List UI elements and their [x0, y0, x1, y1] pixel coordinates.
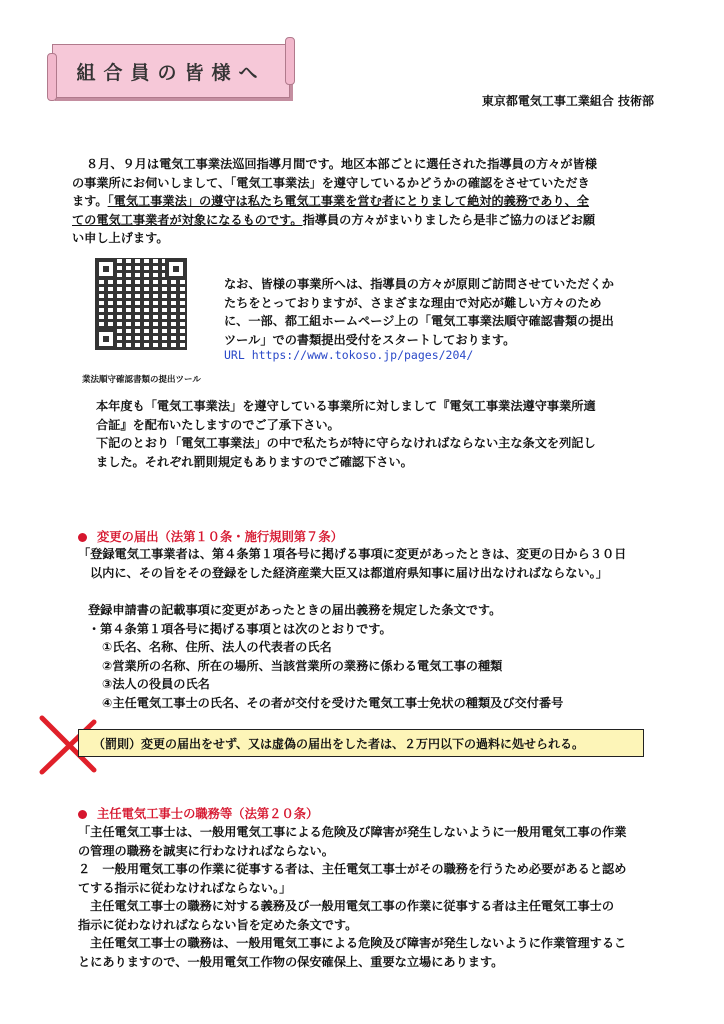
- penalty-text: （罰則）変更の届出をせず、又は虚偽の届出をした者は、２万円以下の過料に処せられる。: [93, 736, 585, 751]
- qr-code-icon[interactable]: [95, 258, 187, 350]
- tool-line: なお、皆様の事業所へは、指導員の方々が原則ご訪問させていただくか: [224, 277, 614, 291]
- tool-line: ツール」での書類提出受付をスタートしております。: [224, 332, 516, 347]
- url-link[interactable]: URL https://www.tokoso.jp/pages/204/: [224, 348, 474, 362]
- body-line: 指示に従わなければならない旨を定めた条文です。: [78, 917, 358, 932]
- list-item: ④主任電気工事士の氏名、その者が交付を受けた電気工事士免状の種類及び交付番号: [102, 695, 564, 710]
- section-heading: [78, 804, 318, 822]
- quote-line: 以内に、その旨をその登録をした経済産業大臣又は都道府県知事に届け出なければならない。」: [90, 565, 608, 580]
- section-heading-text: 変更の届出（法第１０条・施行規則第７条）: [97, 530, 343, 544]
- article-quote: [78, 545, 678, 582]
- intro-paragraph: [72, 155, 672, 248]
- intro-line: の事業所にお伺いしまして、「電気工事業法」を遵守しているかどうかの確認をさせていただき: [72, 175, 590, 190]
- article-explanation: [88, 601, 678, 712]
- body-line: 「主任電気工事士は、一般用電気工事による危険及び障害が発生しないように一般用電気工事の作業: [78, 825, 627, 839]
- intro-line: い申し上げます。: [72, 231, 169, 245]
- tool-line: に、一部、都工組ホームページ上の「電気工事業法順守確認書類の提出: [224, 314, 614, 328]
- body-line: 主任電気工事士の職務は、一般用電気工事による危険及び障害が発生しないように作業管理するこ: [90, 936, 627, 950]
- organization-name: 東京都電気工事工業組合 技術部: [481, 94, 654, 108]
- page-title: 組合員の皆様へ: [76, 61, 266, 84]
- intro-line: ます。: [72, 194, 108, 208]
- red-dot-icon: [78, 810, 87, 819]
- explanation-line: 登録申請書の記載事項に変更があったときの届出義務を規定した条文です。: [88, 603, 502, 617]
- penalty-box: [78, 729, 644, 757]
- section-heading: [78, 527, 343, 545]
- notice-line: 下記のとおり「電気工事業法」の中で私たちが特に守らなければならない主な条文を列記し: [96, 436, 596, 450]
- list-intro: ・第４条第１項各号に掲げる事項とは次のとおりです。: [88, 621, 392, 636]
- title-banner: [52, 44, 290, 98]
- intro-line: ８月、９月は電気工事業法巡回指導月間です。地区本部ごとに選任された指導員の方々が皆様: [86, 157, 597, 171]
- notice-line: ました。それぞれ罰則規定もありますのでご確認下さい。: [96, 454, 413, 469]
- submission-tool-paragraph: [224, 275, 664, 349]
- tool-line: たちをとっておりますが、さまざまな理由で対応が難しい方々のため: [224, 295, 602, 310]
- body-line: てする指示に従わなければならない。」: [78, 880, 292, 895]
- intro-line: 指導員の方々がまいりましたら是非ご協力のほどお願: [302, 212, 596, 227]
- body-line: 主任電気工事士の職務に対する義務及び一般用電気工事の作業に従事する者は主任電気工事士の: [90, 899, 615, 913]
- intro-underlined: 「電気工事業法」の遵守は私たち電気工事業を営む者にとりまして絶対的義務であり、全: [107, 194, 589, 208]
- body-line: の管理の職務を誠実に行わなければならない。: [78, 843, 334, 858]
- notice-line: 本年度も「電気工事業法」を遵守している事業所に対しまして『電気工事業法遵守事業所適: [96, 399, 596, 413]
- list-item: ①氏名、名称、住所、法人の代表者の氏名: [102, 640, 332, 654]
- qr-caption: 業法順守確認書類の提出ツール: [82, 375, 201, 385]
- list-item: ③法人の役員の氏名: [102, 677, 210, 691]
- list-item: ②営業所の名称、所在の場所、当該営業所の業務に係わる電気工事の種類: [102, 658, 503, 673]
- quote-line: 「登録電気工事業者は、第４条第１項各号に掲げる事項に変更があったときは、変更の日から３０日: [78, 547, 627, 561]
- section-heading-text: 主任電気工事士の職務等（法第２０条）: [97, 807, 319, 821]
- intro-underlined: ての電気工事業者が対象になるものです。: [72, 212, 303, 227]
- notice-paragraph: [80, 397, 670, 471]
- body-line: とにありますので、一般用電気工作物の保安確保上、重要な立場にあります。: [78, 954, 504, 969]
- body-line: ２ 一般用電気工事の作業に従事する者は、主任電気工事士がその職務を行うため必要があると認め: [78, 862, 627, 876]
- red-dot-icon: [78, 533, 87, 542]
- section2-body: [78, 823, 678, 971]
- notice-line: 合証』を配布いたしますのでご了承下さい。: [96, 417, 340, 432]
